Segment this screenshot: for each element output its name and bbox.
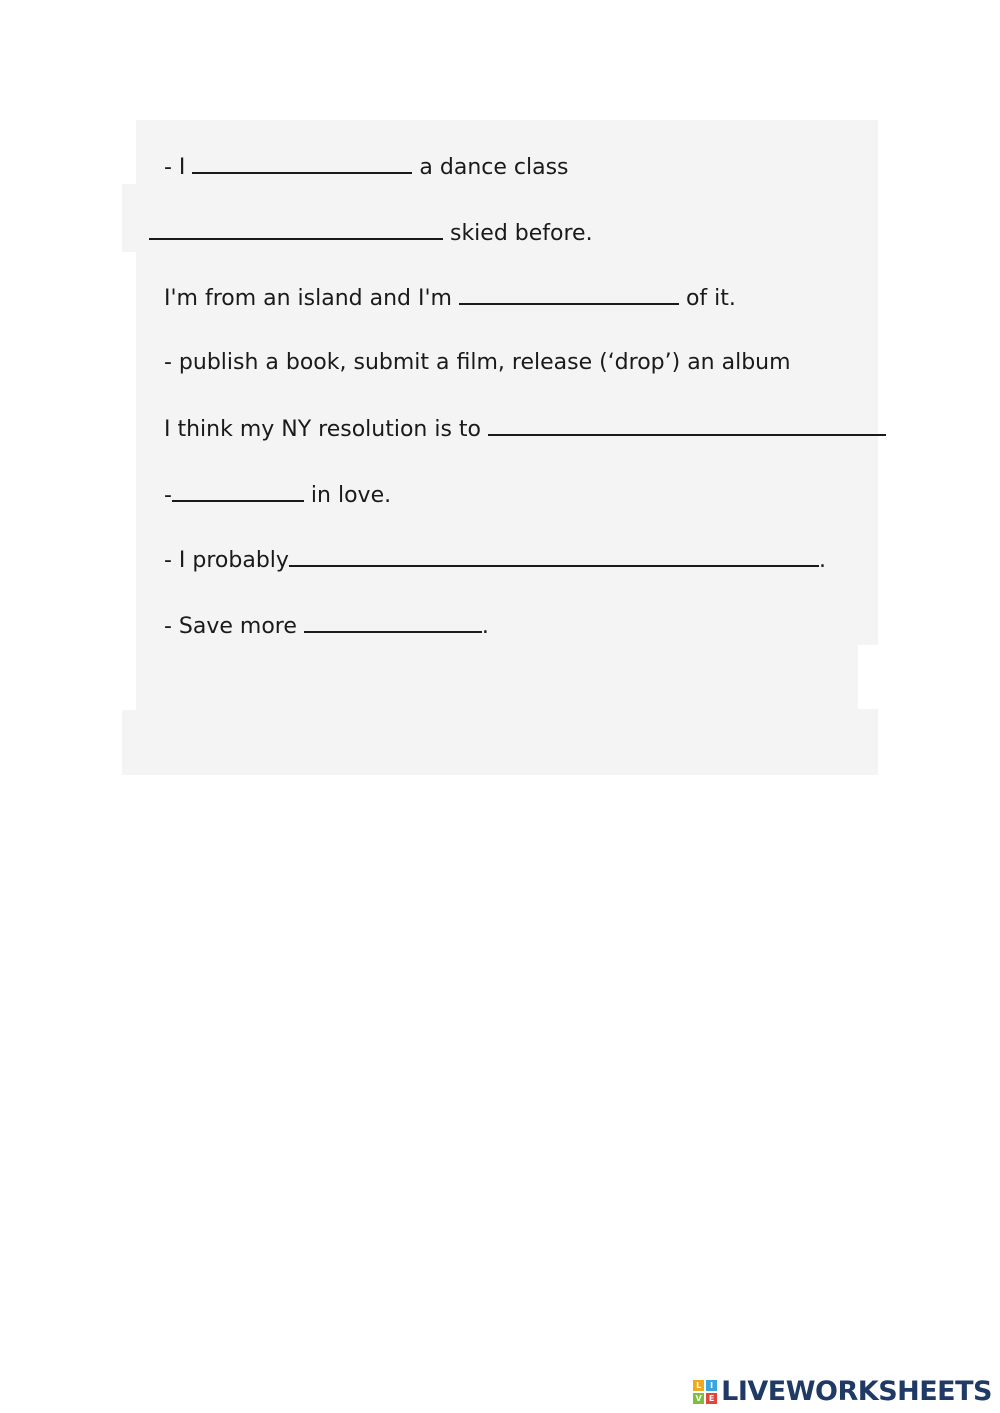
sentence-line-8 [136, 583, 489, 669]
line-text: . [481, 614, 489, 639]
logo-tile-e: E [706, 1393, 717, 1404]
answer-blank[interactable] [149, 218, 443, 240]
background-notch [120, 120, 136, 184]
answer-blank[interactable] [192, 152, 412, 174]
line-text: - publish a book, submit a film, release (‘drop’) an album [163, 350, 791, 375]
answer-blank[interactable] [304, 611, 482, 633]
line-text: I think my NY resolution is to [163, 417, 489, 442]
liveworksheets-brand [693, 1376, 992, 1407]
liveworksheets-logo-icon [693, 1380, 717, 1404]
line-text: skied before. [442, 221, 593, 246]
line-text: I'm from an island and I'm [163, 286, 459, 311]
logo-tile-l: L [693, 1380, 704, 1391]
answer-blank[interactable] [459, 283, 679, 305]
answer-blank[interactable] [488, 414, 886, 436]
line-text: - Save more [163, 614, 304, 639]
background-notch [120, 252, 136, 710]
logo-tile-v: V [693, 1393, 704, 1404]
line-text: in love. [303, 483, 392, 508]
background-notch [858, 645, 880, 709]
line-text: of it. [678, 286, 736, 311]
answer-blank[interactable] [289, 545, 819, 567]
answer-blank[interactable] [172, 480, 304, 502]
line-text: - I probably [163, 548, 289, 573]
line-text: - [163, 483, 172, 508]
logo-tile-i: I [706, 1380, 717, 1391]
brand-name: LIVEWORKSHEETS [721, 1376, 992, 1407]
line-text: . [818, 548, 826, 573]
line-text: - I [163, 155, 193, 180]
line-text: a dance class [412, 155, 569, 180]
